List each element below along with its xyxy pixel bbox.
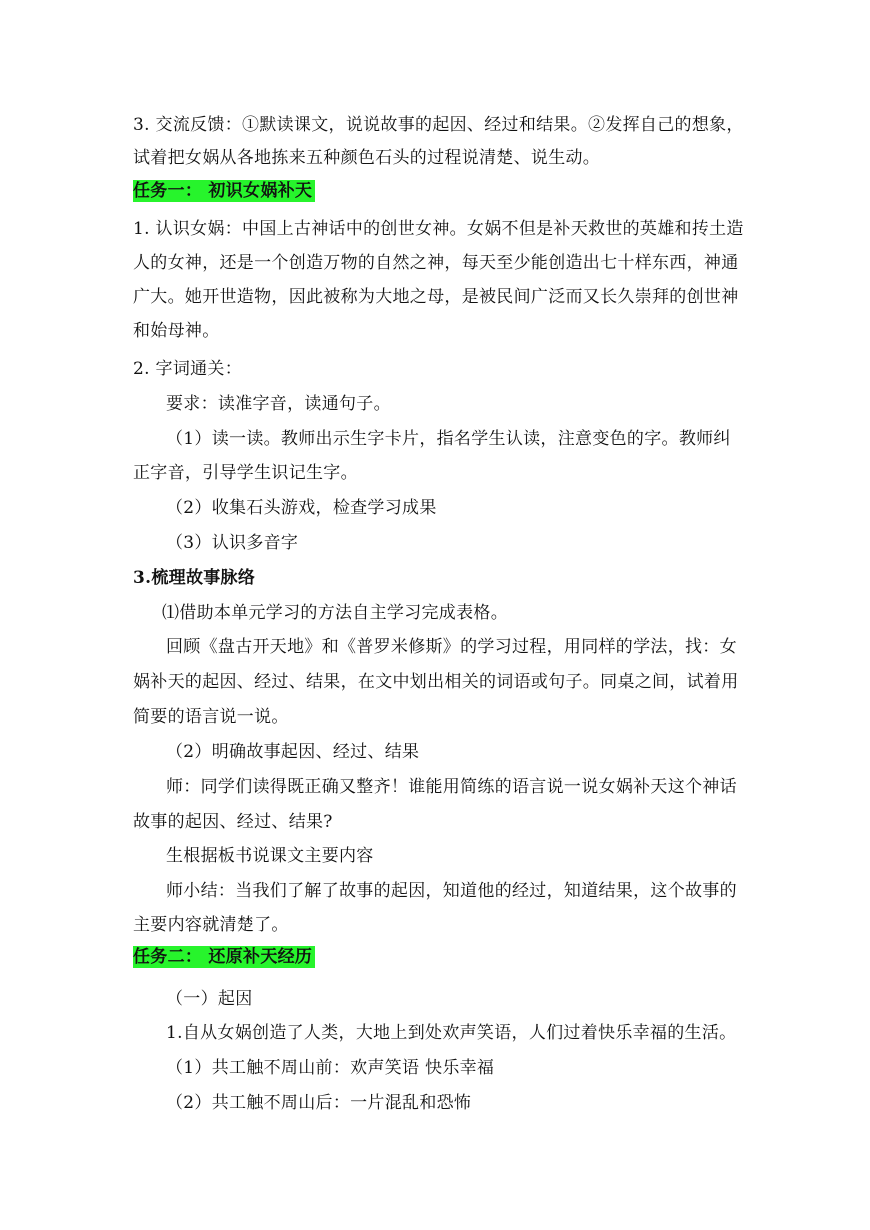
paragraph-feedback-line-2: 试着把女娲从各地拣来五种颜色石头的过程说清楚、说生动。 bbox=[133, 148, 601, 168]
section-1-line-4: 和始母神。 bbox=[133, 321, 220, 341]
task-one-heading-text: 任务一： 初识女娲补天 bbox=[133, 180, 315, 202]
task-two-item-2: （2）共工触不周山后：一片混乱和恐怖 bbox=[166, 1093, 472, 1113]
section-3-item-1: ⑴借助本单元学习的方法自主学习完成表格。 bbox=[162, 603, 508, 623]
paragraph-feedback-line-1: 3. 交流反馈：①默读课文，说说故事的起因、经过和结果。②发挥自己的想象， bbox=[133, 115, 744, 135]
task-two-item-1: （1）共工触不周山前：欢声笑语 快乐幸福 bbox=[166, 1058, 495, 1078]
section-3-item-2: （2）明确故事起因、经过、结果 bbox=[166, 742, 420, 762]
section-3-paragraph-2-line-2: 故事的起因、经过、结果? bbox=[133, 812, 333, 832]
section-1-line-2: 人的女神，还是一个创造万物的自然之神，每天至少能创造出七十样东西，神通 bbox=[133, 253, 739, 273]
section-3-summary-line-1: 师小结：当我们了解了故事的起因，知道他的经过，知道结果，这个故事的 bbox=[166, 881, 737, 901]
section-2-requirement: 要求：读准字音，读通句子。 bbox=[166, 394, 391, 414]
section-2-item-1-line-2: 正字音，引导学生识记生字。 bbox=[133, 463, 358, 483]
section-2-item-2: （2）收集石头游戏，检查学习成果 bbox=[166, 498, 437, 518]
section-3-paragraph-1-line-3: 简要的语言说一说。 bbox=[133, 707, 289, 727]
section-1-line-3: 广大。她开世造物，因此被称为大地之母，是被民间广泛而又长久崇拜的创世神 bbox=[133, 287, 739, 307]
section-3-summary-line-2: 主要内容就清楚了。 bbox=[133, 915, 289, 935]
section-3-paragraph-1-line-2: 娲补天的起因、经过、结果，在文中划出相关的词语或句子。同桌之间，试着用 bbox=[133, 672, 739, 692]
section-1-line-1: 1. 认识女娲：中国上古神话中的创世女神。女娲不但是补天救世的英雄和抟土造 bbox=[133, 219, 744, 239]
task-two-subheading-cause: （一）起因 bbox=[166, 989, 253, 1009]
section-3-paragraph-2-line-1: 师：同学们读得既正确又整齐！谁能用简练的语言说一说女娲补天这个神话 bbox=[166, 777, 737, 797]
task-two-heading-text: 任务二： 还原补天经历 bbox=[133, 946, 315, 968]
section-3-paragraph-3: 生根据板书说课文主要内容 bbox=[166, 846, 374, 866]
task-two-paragraph-1: 1.自从女娲创造了人类，大地上到处欢声笑语，人们过着快乐幸福的生活。 bbox=[166, 1023, 737, 1043]
section-3-title: 3.梳理故事脉络 bbox=[133, 568, 256, 588]
section-2-item-3: （3）认识多音字 bbox=[166, 533, 299, 553]
section-2-item-1-line-1: （1）读一读。教师出示生字卡片，指名学生认读，注意变色的字。教师纠 bbox=[166, 429, 731, 449]
section-2-title: 2. 字词通关： bbox=[133, 359, 243, 379]
section-3-paragraph-1-line-1: 回顾《盘古开天地》和《普罗米修斯》的学习过程，用同样的学法，找：女 bbox=[166, 637, 737, 657]
task-two-heading bbox=[133, 946, 315, 968]
task-one-heading bbox=[133, 180, 315, 202]
